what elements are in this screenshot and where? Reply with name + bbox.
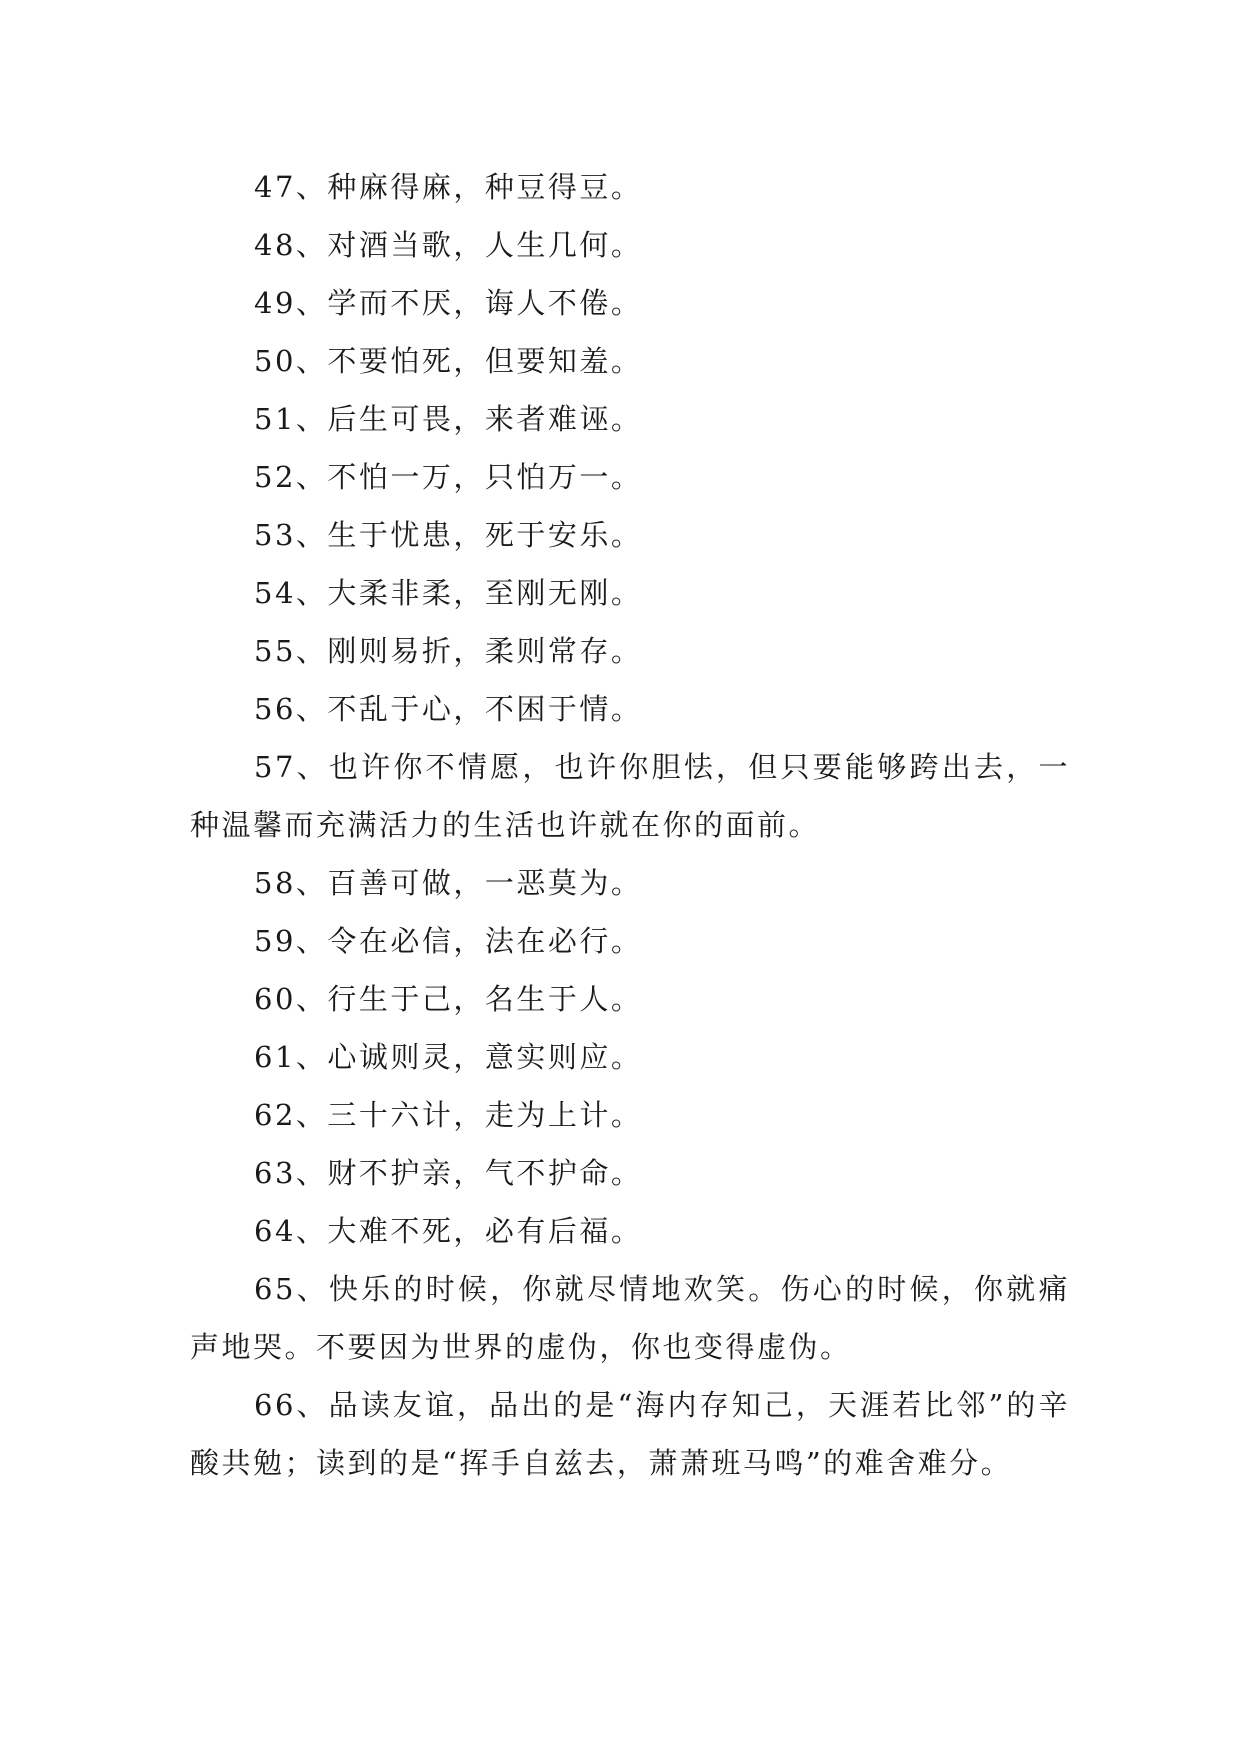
- paragraph-56: 56、不乱于心，不困于情。: [254, 692, 643, 726]
- paragraph-48: 48、对酒当歌，人生几何。: [254, 228, 643, 262]
- paragraph-50: 50、不要怕死，但要知羞。: [254, 344, 643, 378]
- paragraph-61: 61、心诚则灵，意实则应。: [254, 1040, 643, 1074]
- paragraph-54: 54、大柔非柔，至刚无刚。: [254, 576, 643, 610]
- paragraph-49: 49、学而不厌，诲人不倦。: [254, 286, 643, 320]
- paragraph-60: 60、行生于己，名生于人。: [254, 982, 643, 1016]
- paragraph-55: 55、刚则易折，柔则常存。: [254, 634, 643, 668]
- paragraph-64: 64、大难不死，必有后福。: [254, 1214, 643, 1248]
- paragraph-63: 63、财不护亲，气不护命。: [254, 1156, 643, 1190]
- paragraph-66: 66、品读友谊，品出的是“海内存知己，天涯若比邻”的辛酸共勉；读到的是“挥手自兹去，萧萧班马鸣”的难舍难分。: [190, 1388, 1070, 1480]
- paragraph-65: 65、快乐的时候，你就尽情地欢笑。伤心的时候，你就痛声地哭。不要因为世界的虚伪，你也变得虚伪。: [190, 1272, 1070, 1364]
- paragraph-52: 52、不怕一万，只怕万一。: [254, 460, 643, 494]
- paragraph-62: 62、三十六计，走为上计。: [254, 1098, 643, 1132]
- paragraph-53: 53、生于忧患，死于安乐。: [254, 518, 643, 552]
- paragraph-59: 59、令在必信，法在必行。: [254, 924, 643, 958]
- paragraph-47: 47、种麻得麻，种豆得豆。: [254, 170, 643, 204]
- document-body: [190, 158, 1070, 1492]
- paragraph-58: 58、百善可做，一恶莫为。: [254, 866, 643, 900]
- paragraph-57: 57、也许你不情愿，也许你胆怯，但只要能够跨出去，一种温馨而充满活力的生活也许就在你的面前。: [190, 750, 1070, 842]
- paragraph-51: 51、后生可畏，来者难诬。: [254, 402, 643, 436]
